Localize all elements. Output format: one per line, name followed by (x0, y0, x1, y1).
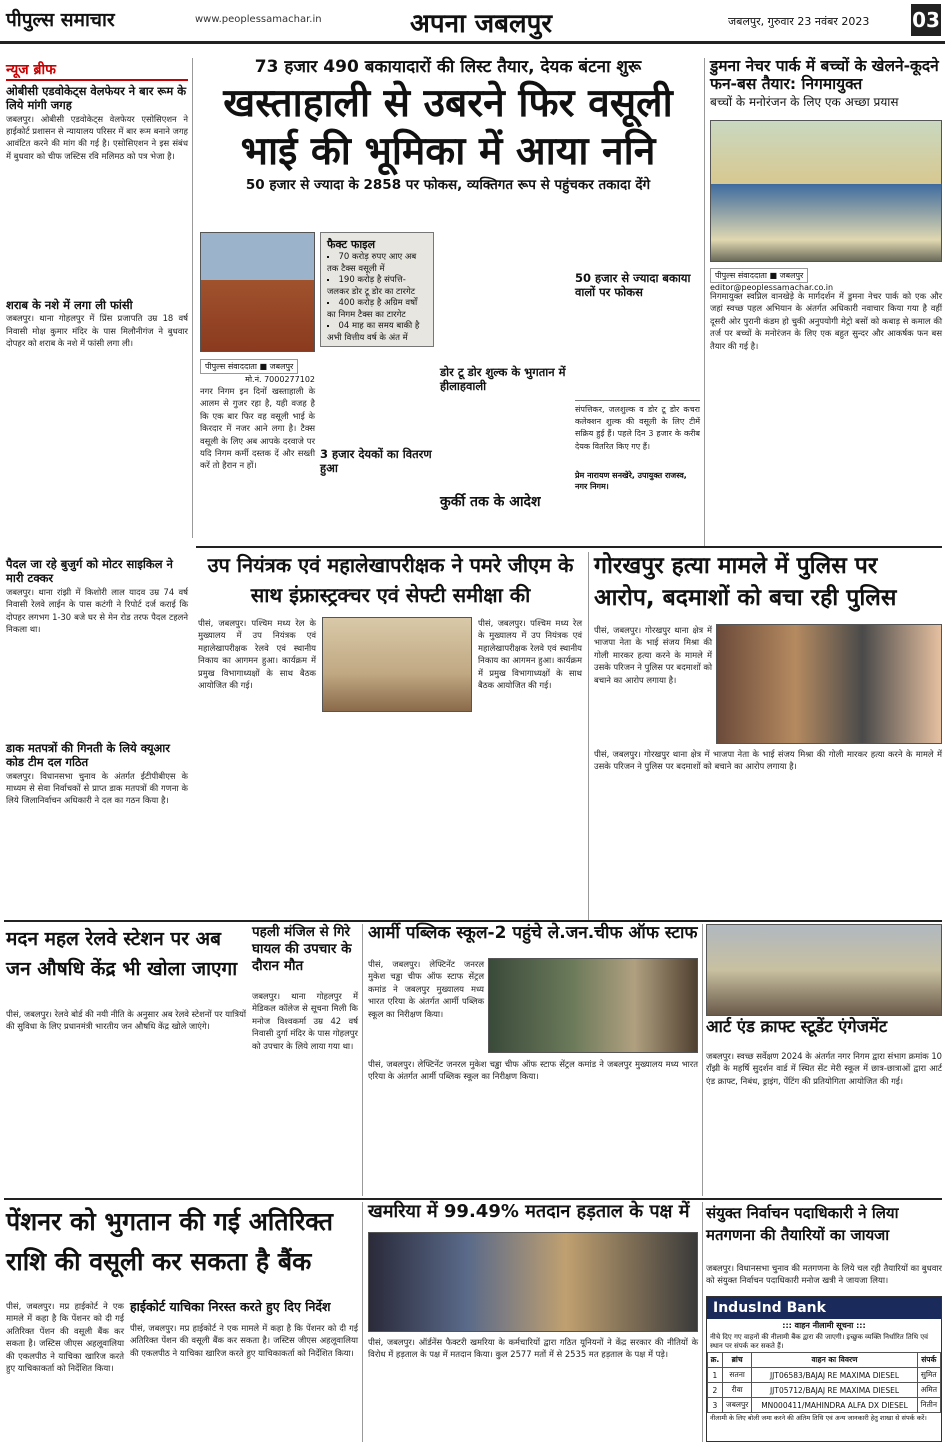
khamaria-photo (368, 1232, 698, 1332)
dumna-photo-caption: पीपुल्स संवाददाता ■ जबलपुर (710, 268, 808, 283)
brief-text: जबलपुर। थाना रांझी में किशोरी लाल यादव उम्र 74 वर्ष निवासी रेलवे लाईन के पास कटंगी ने रिपोर्ट दर्ज कराई कि दोपहर लगभग 1-30 बजे घर से मेन रोड तरफ पैदल टहलने निकला था। (6, 586, 188, 635)
table-cell: जबलपुर (722, 1398, 752, 1413)
pension-headline-block (6, 1202, 358, 1298)
column-rule (588, 552, 589, 922)
gorakhpur-headline-block (594, 550, 942, 620)
fact-box (320, 232, 434, 347)
gorakhpur-body-text: पीसं, जबलपुर। गोरखपुर थाना क्षेत्र में भाजपा नेता के भाई संजय मिश्रा की गोली मारकर हत्या करने के मामले में उसके परिजन ने पुलिस पर बदमाशों को बचाने का आरोप लगाया है। (594, 625, 712, 685)
column-rule (362, 924, 363, 1196)
lead-photo-credit (200, 354, 315, 384)
brief-headline: शराब के नशे में लगा ली फांसी (6, 297, 133, 312)
lead-deck: 50 हजार से ज्यादा के 2858 पर फोकस, व्यक्तिगत रूप से पहुंचकर तकादा देंगे (245, 176, 651, 193)
table-cell: 2 (708, 1383, 723, 1398)
election-body-text: जबलपुर। विधानसभा चुनाव की मतगणना के लिये चल रही तैयारियों का बुधवार को संयुक्त निर्वाचन पदाधिकारी मनोज खत्री ने जायजा लिया। (706, 1263, 942, 1286)
brief-text: जबलपुर। विधानसभा चुनाव के अंतर्गत ईटीपीबीएस के माध्यम से सेवा निर्वाचकों से प्राप्त डाक मतपत्रों की गणना के लिये जिलानिर्वाचन अधिकारी ने दल का गठन किया है। (6, 770, 188, 806)
lead-quote-by: प्रेम नारायण सनखेरे, उपायुक्त राजस्व, नगर निगम। (575, 470, 687, 491)
lead-headline: खस्ताहाली से उबरने फिर वसूली भाई की भूमिका में आया ननि (223, 80, 673, 174)
army-headline: आर्मी पब्लिक स्कूल-2 पहुंचे ले.जन.चीफ ऑफ स्टाफ (368, 923, 698, 943)
art-headline: आर्ट एंड क्राफ्ट स्टूडेंट एंगेजमेंट (706, 1017, 888, 1036)
column-rule (362, 1202, 363, 1442)
lead-photo-caption: पीपुल्स संवाददाता ■ जबलपुर (200, 359, 298, 374)
election-headline-block (706, 1202, 942, 1262)
fact-item: ▪ 70 करोड़ रुपए आए अब तक टैक्स वसूली में (327, 252, 427, 275)
dumna-deck: बच्चों के मनोरंजन के लिए एक अच्छा प्रयास (710, 94, 899, 109)
dumna-photo-credit (710, 263, 942, 292)
bank-name: IndusInd Bank (707, 1297, 941, 1319)
dumna-photo (710, 120, 942, 262)
table-cell: 1 (708, 1368, 723, 1383)
lead-body-text: नगर निगम इन दिनों खस्ताहाली के आलम से गुजर रहा है, यही वजह है कि एक बार फिर वह वसूली भाई के किरदार में नजर आने लगा है। टैक्स वसूली के लिए अब आपके दरवाजे पर यदि निगम कर्मी दस्तक दें और सख्ती करें तो हैरान न हों। (200, 386, 315, 471)
column-rule (704, 58, 705, 548)
newspaper-url[interactable]: www.peoplessamachar.in (195, 14, 322, 25)
table-cell: सुमित (917, 1368, 940, 1383)
table-cell: MN000411/MAHINDRA ALFA DX DIESEL (752, 1398, 917, 1413)
fall-headline-block (252, 924, 358, 986)
section-rule (4, 1198, 942, 1200)
newspaper-name: पीपुल्स समाचार (6, 9, 115, 31)
dumna-headline: डुमना नेचर पार्क में बच्चों के खेलने-कूदने फन-बस तैयार: निगमायुक्त (710, 57, 939, 93)
ad-footer: नीलामी के लिए बोली जमा करने की अंतिम तिथि एवं अन्य जानकारी हेतु शाखा से संपर्क करें। (710, 1414, 927, 1422)
dumna-email[interactable]: editor@peoplessamachar.co.in (710, 283, 834, 292)
lead-subhead: 50 हजार से ज्यादा बकाया वालों पर फोकस (575, 271, 691, 299)
audit-headline: उप नियंत्रक एवं महालेखापरीक्षक ने पमरे जीएम के साथ इंफ्रास्ट्रक्चर एवं सेफ्टी समीक्षा की (207, 553, 574, 607)
table-cell: अमित (917, 1383, 940, 1398)
page-number: 03 (911, 4, 941, 36)
brief-headline: डाक मतपत्रों की गिनती के लिये क्यूआर कोड टीम दल गठित (6, 740, 171, 769)
ad-subtitle: ::: वाहन नीलामी सूचना ::: (782, 1321, 866, 1330)
table-row (708, 1383, 941, 1398)
khamaria-body-text: पीसं, जबलपुर। ऑर्डनेंस फैक्टरी खमरिया के कर्मचारियों द्वारा गठित यूनियनों ने केंद्र सरकार की नीतियों के विरोध में हड़ताल के पक्ष में मतदान किया। कुल 2577 मतों में से 2535 मत हड़ताल के पक्ष में पड़े। (368, 1337, 698, 1360)
art-body-text: जबलपुर। स्वच्छ सर्वेक्षण 2024 के अंतर्गत नगर निगम द्वारा संभाग क्रमांक 10 राँझी के महर्षि सुदर्शन वार्ड में स्थित सेंट मेरी स्कूल में छात्र-छात्राओं द्वारा आर्ट एंड क्राफ्ट, निबंध, ड्राइंग, पेंटिंग की प्रतियोगिता आयोजित की गई। (706, 1051, 943, 1086)
brief-headline: पैदल जा रहे बुजुर्ग को मोटर साइकिल ने मारी टक्कर (6, 557, 173, 586)
table-cell: JJT06583/BAJAJ RE MAXIMA DIESEL (752, 1368, 917, 1383)
army-body-text: पीसं, जबलपुर। लेफ्टिनेंट जनरल मुकेश चड्ढा चीफ ऑफ स्टाफ सेंट्रल कमांड ने जबलपुर मुख्यालय मध्य भारत एरिया के अंतर्गत आर्मी पब्लिक स्कूल का निरीक्षण किया। (368, 959, 484, 1019)
audit-photo (322, 617, 472, 712)
column-rule (192, 58, 193, 538)
army-body-text-2: पीसं, जबलपुर। लेफ्टिनेंट जनरल मुकेश चड्ढा चीफ ऑफ स्टाफ सेंट्रल कमांड ने जबलपुर मुख्यालय मध्य भारत एरिया के अंतर्गत आर्मी पब्लिक स्कूल का निरीक्षण किया। (368, 1059, 698, 1082)
brief-text: जबलपुर। ओबीसी एडवोकेट्स वेलफेयर एसोसिएशन ने हाईकोर्ट प्रशासन से न्यायालय परिसर में बार रूम बनाने जगह आवंटित करने की मांग की गई है। एसोसिएशन ने इस संबंध में बुधवार को चीफ जस्टिस रवि मलिमठ को पत्र भेजा है। (6, 113, 188, 161)
khamaria-headline: खमरिया में 99.49% मतदान हड़ताल के पक्ष में (368, 1201, 690, 1222)
pension-deck-block (130, 1300, 358, 1320)
audit-headline-block (198, 550, 583, 612)
madan-body-text: पीसं, जबलपुर। रेलवे बोर्ड की नयी नीति के अनुसार अब रेलवे स्टेशनों पर यात्रियों की सुविधा के लिए प्रधानमंत्री भारतीय जन औषधि केंद्र खोले जाएंगे। (6, 1009, 246, 1032)
fact-item: ▪ 04 माह का समय बाकी है अभी वित्तीय वर्ष के अंत में (327, 321, 427, 344)
lead-subhead: कुर्की तक के आदेश (440, 493, 541, 510)
fact-item: ▪ 190 करोड़ है संपत्ति-जलकर डोर टू डोर का टारगेट (327, 275, 427, 298)
gorakhpur-headline: गोरखपुर हत्या मामले में पुलिस पर आरोप, बदमाशों को बचा रही पुलिस (594, 553, 897, 611)
ad-col-header: वाहन का विवरण (752, 1353, 917, 1368)
audit-body-text: पीसं, जबलपुर। पश्चिम मध्य रेल के मुख्यालय में उप नियंत्रक एवं महालेखापरीक्षक रेलवे एवं स्थानीय निकाय का आगमन हुआ। कार्यक्रम में प्रमुख विभागाध्यक्षों के साथ बैठक आयोजित की गई। (198, 618, 316, 691)
art-photo (706, 924, 942, 1016)
pension-body-text-2: पीसं, जबलपुर। मप्र हाईकोर्ट ने एक मामले में कहा है कि पेंशनर को दी गई अतिरिक्त पेंशन की वसूली बैंक कर सकता है। जस्टिस जीएस अहलूवालिया की एकलपीठ ने याचिका खारिज करते हुए याचिकाकर्ता को निर्देशित किया। (130, 1323, 358, 1358)
lead-kicker: 73 हजार 490 बकायादारों की लिस्ट तैयार, देयक बंटना शुरू (254, 57, 642, 77)
section-rule (4, 920, 942, 922)
election-headline: संयुक्त निर्वाचन पदाधिकारी ने लिया मतगणना की तैयारियों का जायजा (706, 1204, 899, 1244)
pension-body-text: पीसं, जबलपुर। मप्र हाईकोर्ट ने एक मामले में कहा है कि पेंशनर को दी गई अतिरिक्त पेंशन की वसूली बैंक कर सकता है। जस्टिस जीएस अहलूवालिया की एकलपीठ ने याचिका खारिज करते हुए याचिकाकर्ता को निर्देशित किया। (6, 1301, 124, 1374)
news-brief-column (6, 60, 188, 960)
table-row (708, 1368, 941, 1383)
audit-body-text-2: पीसं, जबलपुर। पश्चिम मध्य रेल के मुख्यालय में उप नियंत्रक एवं महालेखापरीक्षक रेलवे एवं स्थानीय निकाय का आगमन हुआ। कार्यक्रम में प्रमुख विभागाध्यक्षों के साथ बैठक आयोजित की गई। (478, 618, 582, 691)
lead-quote: संपत्तिकर, जलशुल्क व डोर टू डोर कचरा कलेक्शन शुल्क की वसूली के लिए टीमें सक्रिय हुई हैं। पहले दिन 3 हजार के करीब देयक वितरित किए गए हैं। (575, 400, 700, 470)
lead-photo (200, 232, 315, 352)
army-photo (488, 958, 698, 1053)
table-cell: सतना (722, 1368, 752, 1383)
table-row (708, 1398, 941, 1413)
section-title: अपना जबलपुर (410, 9, 553, 39)
bank-auction-ad (706, 1296, 942, 1442)
fact-box-title: फैक्ट फाइल (327, 238, 376, 251)
ad-intro: नीचे दिए गए वाहनों की नीलामी बैंक द्वारा की जाएगी। इच्छुक व्यक्ति निर्धारित तिथि एवं स्थान पर संपर्क कर सकते हैं। (710, 1333, 929, 1350)
dumna-body-text: निगमायुक्त स्वप्निल वानखेड़े के मार्गदर्शन में डुमना नेचर पार्क को एक और जहां स्वच्छ पहल अभियान के अंतर्गत अधिकारी नवाचार किया गया है वहीं दूसरी ओर पुरानी कंडम हो चुकी अनुपयोगी मेट्रो बसों को कबाड़ से कमाल की तर्ज पर बच्चों के मनोरंजन के लिए एक बहुत सुन्दर और आकर्षक फन बस तैयार की गई है। (710, 291, 942, 351)
fall-body-text: जबलपुर। थाना गोहलपुर में मेडिकल कॉलेज से सूचना मिली कि मनोज विश्वकर्मा उम्र 42 वर्ष निवासी दुर्गा मंदिर के पास गोहलपुर को उपचार के लिये लाया गया था। (252, 991, 358, 1051)
issue-date: जबलपुर, गुरुवार 23 नवंबर 2023 (728, 15, 870, 28)
column-rule (702, 924, 703, 1196)
column-rule (702, 1202, 703, 1442)
brief-text: जबलपुर। थाना गोहलपुर में प्रिंस प्रजापति उम्र 18 वर्ष निवासी मोक्ष कुमार मंदिर के पास मिलौनीगंज ने बुधवार दोपहर को शराब के नशे में फांसी लगा ली। (6, 313, 188, 349)
gorakhpur-photo (716, 624, 942, 744)
lead-subhead: 3 हजार देयकों का वितरण हुआ (320, 447, 432, 475)
table-cell: 3 (708, 1398, 723, 1413)
lead-column-3 (440, 232, 568, 542)
ad-col-header: ब्रांच (722, 1353, 752, 1368)
brief-headline: ओबीसी एडवोकेट्स वेलफेयर ने बार रूम के लिये मांगी जगह (6, 84, 187, 112)
ad-col-header: संपर्क (917, 1353, 940, 1368)
ad-col-header: क्र. (708, 1353, 723, 1368)
gorakhpur-body-text-2: पीसं, जबलपुर। गोरखपुर थाना क्षेत्र में भाजपा नेता के भाई संजय मिश्रा की गोली मारकर हत्या करने के मामले में उसके परिजन ने पुलिस पर बदमाशों को बचाने का आरोप लगाया है। (594, 749, 942, 772)
madan-headline: मदन महल रेलवे स्टेशन पर अब जन औषधि केंद्र भी खोला जाएगा (6, 928, 238, 980)
pension-deck: हाईकोर्ट याचिका निरस्त करते हुए दिए निर्देश (130, 1299, 331, 1314)
pension-headline: पेंशनर को भुगतान की गई अतिरिक्त राशि की वसूली कर सकता है बैंक (6, 1207, 333, 1276)
khamaria-headline-block (368, 1202, 698, 1232)
art-headline-block (706, 1018, 942, 1048)
fall-headline: पहली मंजिल से गिरे घायल की उपचार के दौरान मौत (252, 924, 352, 974)
masthead (0, 0, 945, 44)
table-cell: JJT05712/BAJAJ RE MAXIMA DIESEL (752, 1383, 917, 1398)
table-cell: रीवा (722, 1383, 752, 1398)
lead-column-4 (575, 232, 700, 542)
army-headline-block (368, 924, 698, 954)
table-cell: नितीन (917, 1398, 940, 1413)
lead-subhead: डोर टू डोर शुल्क के भुगतान में हीलाहवाली (440, 365, 566, 393)
section-rule (196, 546, 942, 548)
news-brief-tag: न्यूज ब्रीफ (6, 60, 188, 81)
lead-column-2 (320, 352, 435, 542)
madan-headline-block (6, 924, 246, 1004)
fact-item: ▪ 400 करोड़ है अग्रिम वर्षों का निगम टैक्स का टारगेट (327, 298, 427, 321)
ad-table (707, 1352, 941, 1413)
lead-mobile: मो.नं. 7000277102 (245, 375, 315, 384)
